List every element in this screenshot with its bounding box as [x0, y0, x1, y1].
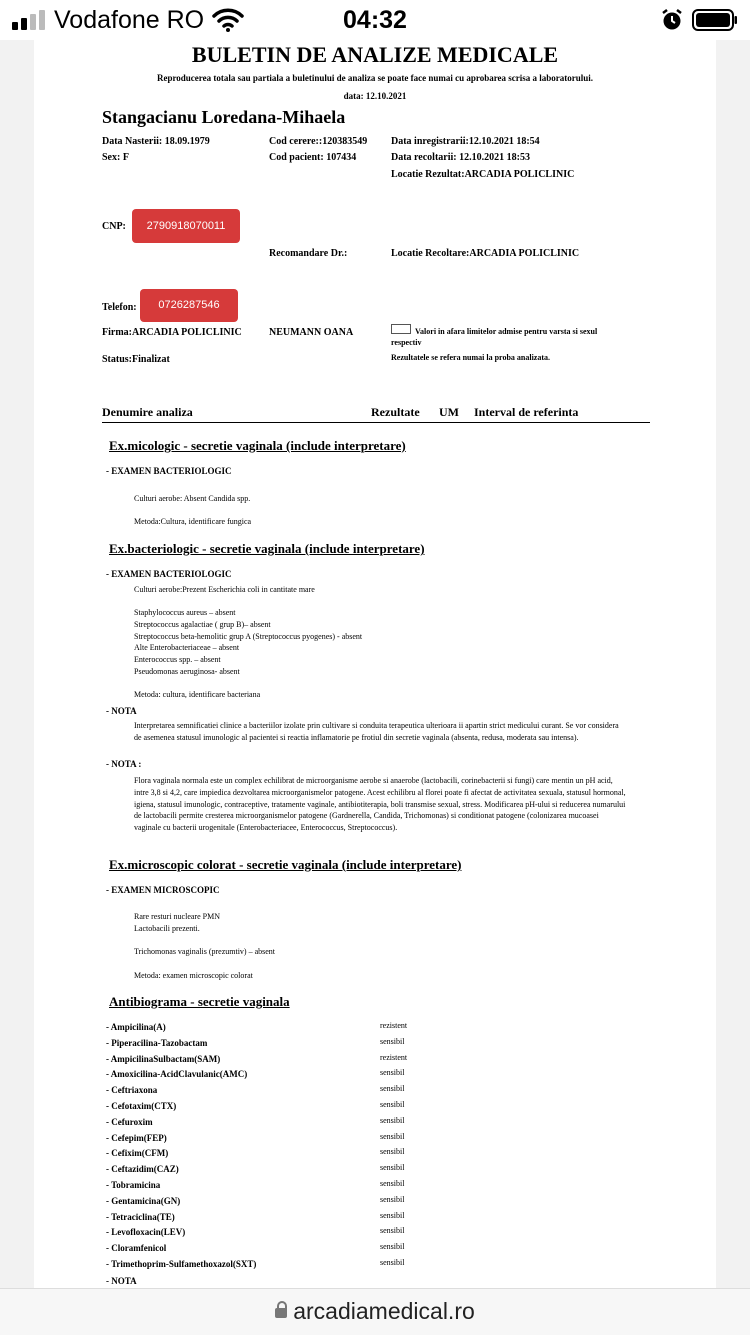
section-title-micologic: Ex.micologic - secretie vaginala (include interpretare) — [109, 438, 406, 453]
locatie-recoltare: Locatie Recoltare:ARCADIA POLICLINIC — [391, 248, 580, 259]
antibiotic-result: sensibil — [380, 1179, 405, 1188]
antibiotic-result: sensibil — [380, 1194, 405, 1204]
nota-text: Flora vaginala normala este un complex echilibrat de microorganisme aerobe si anaerobe (lactobacili, corinebacterii si fungi) care mentin un pH acid, intre 3,8 si 4,2, care impiedica dezvoltarea microorganismelor patogene. Acest echilibru al florei poate fi afectat de activitatea sexuala, statusul hormonal, igiena, statusul imunologic, contraceptive, tratamente vaginale, antibiotiterapia, boli transmise sexual, stress. Modificarea pH-ului si reducerea numarului de lactobacili permite cresterea microorganismelor patogene (Gardnerella, Candida, Trichomonas) si conditionat patogene (colonizarea mucoasei vaginale cu bacterii urogenitale (Enterobacteriacee, Enterococcus, Streptococcus). — [134, 776, 626, 833]
document-date: data: 12.10.2021 — [343, 91, 407, 101]
sex: Sex: F — [102, 152, 129, 163]
antibiotic-result: sensibil — [380, 1100, 405, 1109]
telefon-label: Telefon: — [102, 302, 137, 313]
result-line: Trichomonas vaginalis (prezumtiv) – absent — [134, 947, 276, 956]
status: Status:Finalizat — [102, 354, 170, 365]
header-rezultate: Rezultate — [371, 405, 420, 419]
antibiotic-result: sensibil — [380, 1131, 405, 1141]
antibiotic-name: - Cefotaxim(CTX) — [106, 1101, 177, 1111]
method-line: Metoda: cultura, identificare bacteriana — [134, 690, 261, 699]
cod-pacient: Cod pacient: 107434 — [269, 152, 357, 163]
nota-text: Interpretarea semnificatiei clinice a bacteriilor izolate prin cultivare si conduita terapeutica ulterioara ii apartin strict medicului curant. Se vor considera de asemenea statusul imunologic al pacientei si reactia inflamatorie pe frotiul din secretie vaginala (absenta, redusa, moderata sau intensa). — [134, 721, 619, 742]
method-line: Metoda: examen microscopic colorat — [134, 971, 253, 980]
legend-checkbox — [391, 324, 411, 334]
antibiotic-name: - Amoxicilina-AcidClavulanic(AMC) — [106, 1069, 248, 1080]
locatie-rezultat: Locatie Rezultat:ARCADIA POLICLINIC — [391, 169, 575, 180]
section-title-antibiograma: Antibiograma - secretie vaginala — [109, 994, 290, 1009]
cnp-label: CNP: — [102, 221, 126, 232]
result-line: Enterococcus spp. – absent — [134, 655, 221, 664]
header-rule — [102, 422, 650, 423]
antibiotic-result: sensibil — [380, 1068, 405, 1078]
legend-text-2: respectiv — [391, 338, 422, 347]
section-sub: - EXAMEN MICROSCOPIC — [106, 885, 220, 895]
battery-icon — [692, 9, 738, 31]
antibiotic-result: sensibil — [380, 1210, 405, 1220]
url-display[interactable] — [0, 1298, 750, 1325]
antibiotic-result: rezistent — [380, 1052, 408, 1062]
result-line: Lactobacili prezenti. — [134, 924, 200, 933]
method-line: Metoda:Cultura, identificare fungica — [134, 517, 252, 526]
antibiotic-name: - AmpicilinaSulbactam(SAM) — [106, 1053, 221, 1064]
antibiotic-name: - Cloramfenicol — [106, 1243, 167, 1254]
doctor-name: NEUMANN OANA — [269, 327, 354, 338]
section-title-bacteriologic: Ex.bacteriologic - secretie vaginala (include interpretare) — [109, 541, 425, 556]
antibiotic-name: - Ceftriaxona — [106, 1085, 158, 1096]
nota-label: - NOTA — [106, 1276, 137, 1286]
result-line: Culturi aerobe:Prezent Escherichia coli in cantitate mare — [134, 585, 315, 594]
antibiotic-result: sensibil — [380, 1163, 405, 1173]
legend-text-1: Valori in afara limitelor admise pentru varsta si sexul — [415, 327, 598, 336]
telefon-redaction: 0726287546 — [140, 289, 238, 322]
firma: Firma:ARCADIA POLICLINIC — [102, 327, 242, 338]
antibiotic-name: - Cefuroxim — [106, 1116, 153, 1127]
antibiotic-result: sensibil — [380, 1147, 405, 1157]
antibiotic-name: - Piperacilina-Tazobactam — [106, 1037, 208, 1048]
nota-label: - NOTA — [106, 706, 137, 716]
antibiotic-result: sensibil — [380, 1036, 405, 1046]
result-line: Rare resturi nucleare PMN — [134, 912, 220, 921]
alarm-icon — [660, 8, 684, 32]
antibiotic-name: - Gentamicina(GN) — [106, 1195, 181, 1206]
result-line: Alte Enterobacteriaceae – absent — [134, 643, 240, 652]
antibiotic-name: - Tobramicina — [106, 1180, 161, 1190]
section-sub: - EXAMEN BACTERIOLOGIC — [106, 466, 232, 476]
status-time: 04:32 — [343, 6, 407, 34]
antibiotic-name: - Tetraciclina(TE) — [106, 1211, 175, 1222]
status-bar — [0, 0, 750, 40]
result-line: Culturi aerobe: Absent Candida spp. — [134, 494, 251, 503]
lock-icon — [275, 1308, 287, 1318]
header-um: UM — [439, 405, 459, 419]
url-text: arcadiamedical.ro — [293, 1298, 475, 1324]
antibiotic-result: sensibil — [380, 1084, 405, 1094]
section-title-microscopic: Ex.microscopic colorat - secretie vaginala (include interpretare) — [109, 857, 462, 872]
antibiotic-name: - Levofloxacin(LEV) — [106, 1227, 186, 1238]
data-inregistrarii: Data inregistrarii:12.10.2021 18:54 — [391, 136, 540, 147]
proba-note: Rezultatele se refera numai la proba analizata. — [391, 353, 551, 362]
carrier-name: Vodafone RO — [54, 6, 205, 34]
antibiotic-result: sensibil — [380, 1258, 405, 1267]
header-interval: Interval de referinta — [474, 405, 579, 419]
recomandare-label: Recomandare Dr.: — [269, 248, 348, 259]
cnp-redaction: 2790918070011 — [132, 209, 240, 243]
result-line: Streptococcus agalactiae ( grup B)– absent — [134, 620, 271, 629]
antibiotic-result: rezistent — [380, 1021, 408, 1030]
reproduction-notice: Reproducerea totala sau partiala a buletinului de analiza se poate face numai cu aprobarea scrisa a laboratorului. — [156, 73, 594, 83]
birth-date: Data Nasterii: 18.09.1979 — [102, 136, 210, 147]
document-page — [34, 40, 716, 1288]
nota-label: - NOTA : — [106, 759, 142, 769]
antibiotic-result: sensibil — [380, 1242, 405, 1252]
patient-name: Stangacianu Loredana-Mihaela — [102, 107, 346, 127]
cod-cerere: Cod cerere::120383549 — [269, 136, 368, 147]
result-line: Staphylococcus aureus – absent — [134, 608, 236, 617]
result-line: Pseudomonas aeruginosa- absent — [134, 667, 240, 676]
antibiotic-name: - Ampicilina(A) — [106, 1022, 166, 1032]
browser-url-bar[interactable] — [0, 1288, 750, 1335]
document-title: BULETIN DE ANALIZE MEDICALE — [191, 42, 559, 67]
antibiotic-result: sensibil — [380, 1226, 405, 1236]
antibiotic-name: - Cefepim(FEP) — [106, 1132, 167, 1143]
antibiotic-result: sensibil — [380, 1115, 405, 1125]
result-line: Streptococcus beta-hemolitic grup A (Streptococcus pyogenes) - absent — [134, 632, 363, 641]
antibiotic-name: - Cefixim(CFM) — [106, 1148, 169, 1159]
section-sub: - EXAMEN BACTERIOLOGIC — [106, 569, 232, 579]
header-denumire: Denumire analiza — [102, 405, 193, 419]
antibiotic-name: - Trimethoprim-Sulfamethoxazol(SXT) — [106, 1259, 257, 1269]
data-recoltarii: Data recoltarii: 12.10.2021 18:53 — [391, 152, 530, 163]
antibiotic-name: - Ceftazidim(CAZ) — [106, 1164, 179, 1175]
